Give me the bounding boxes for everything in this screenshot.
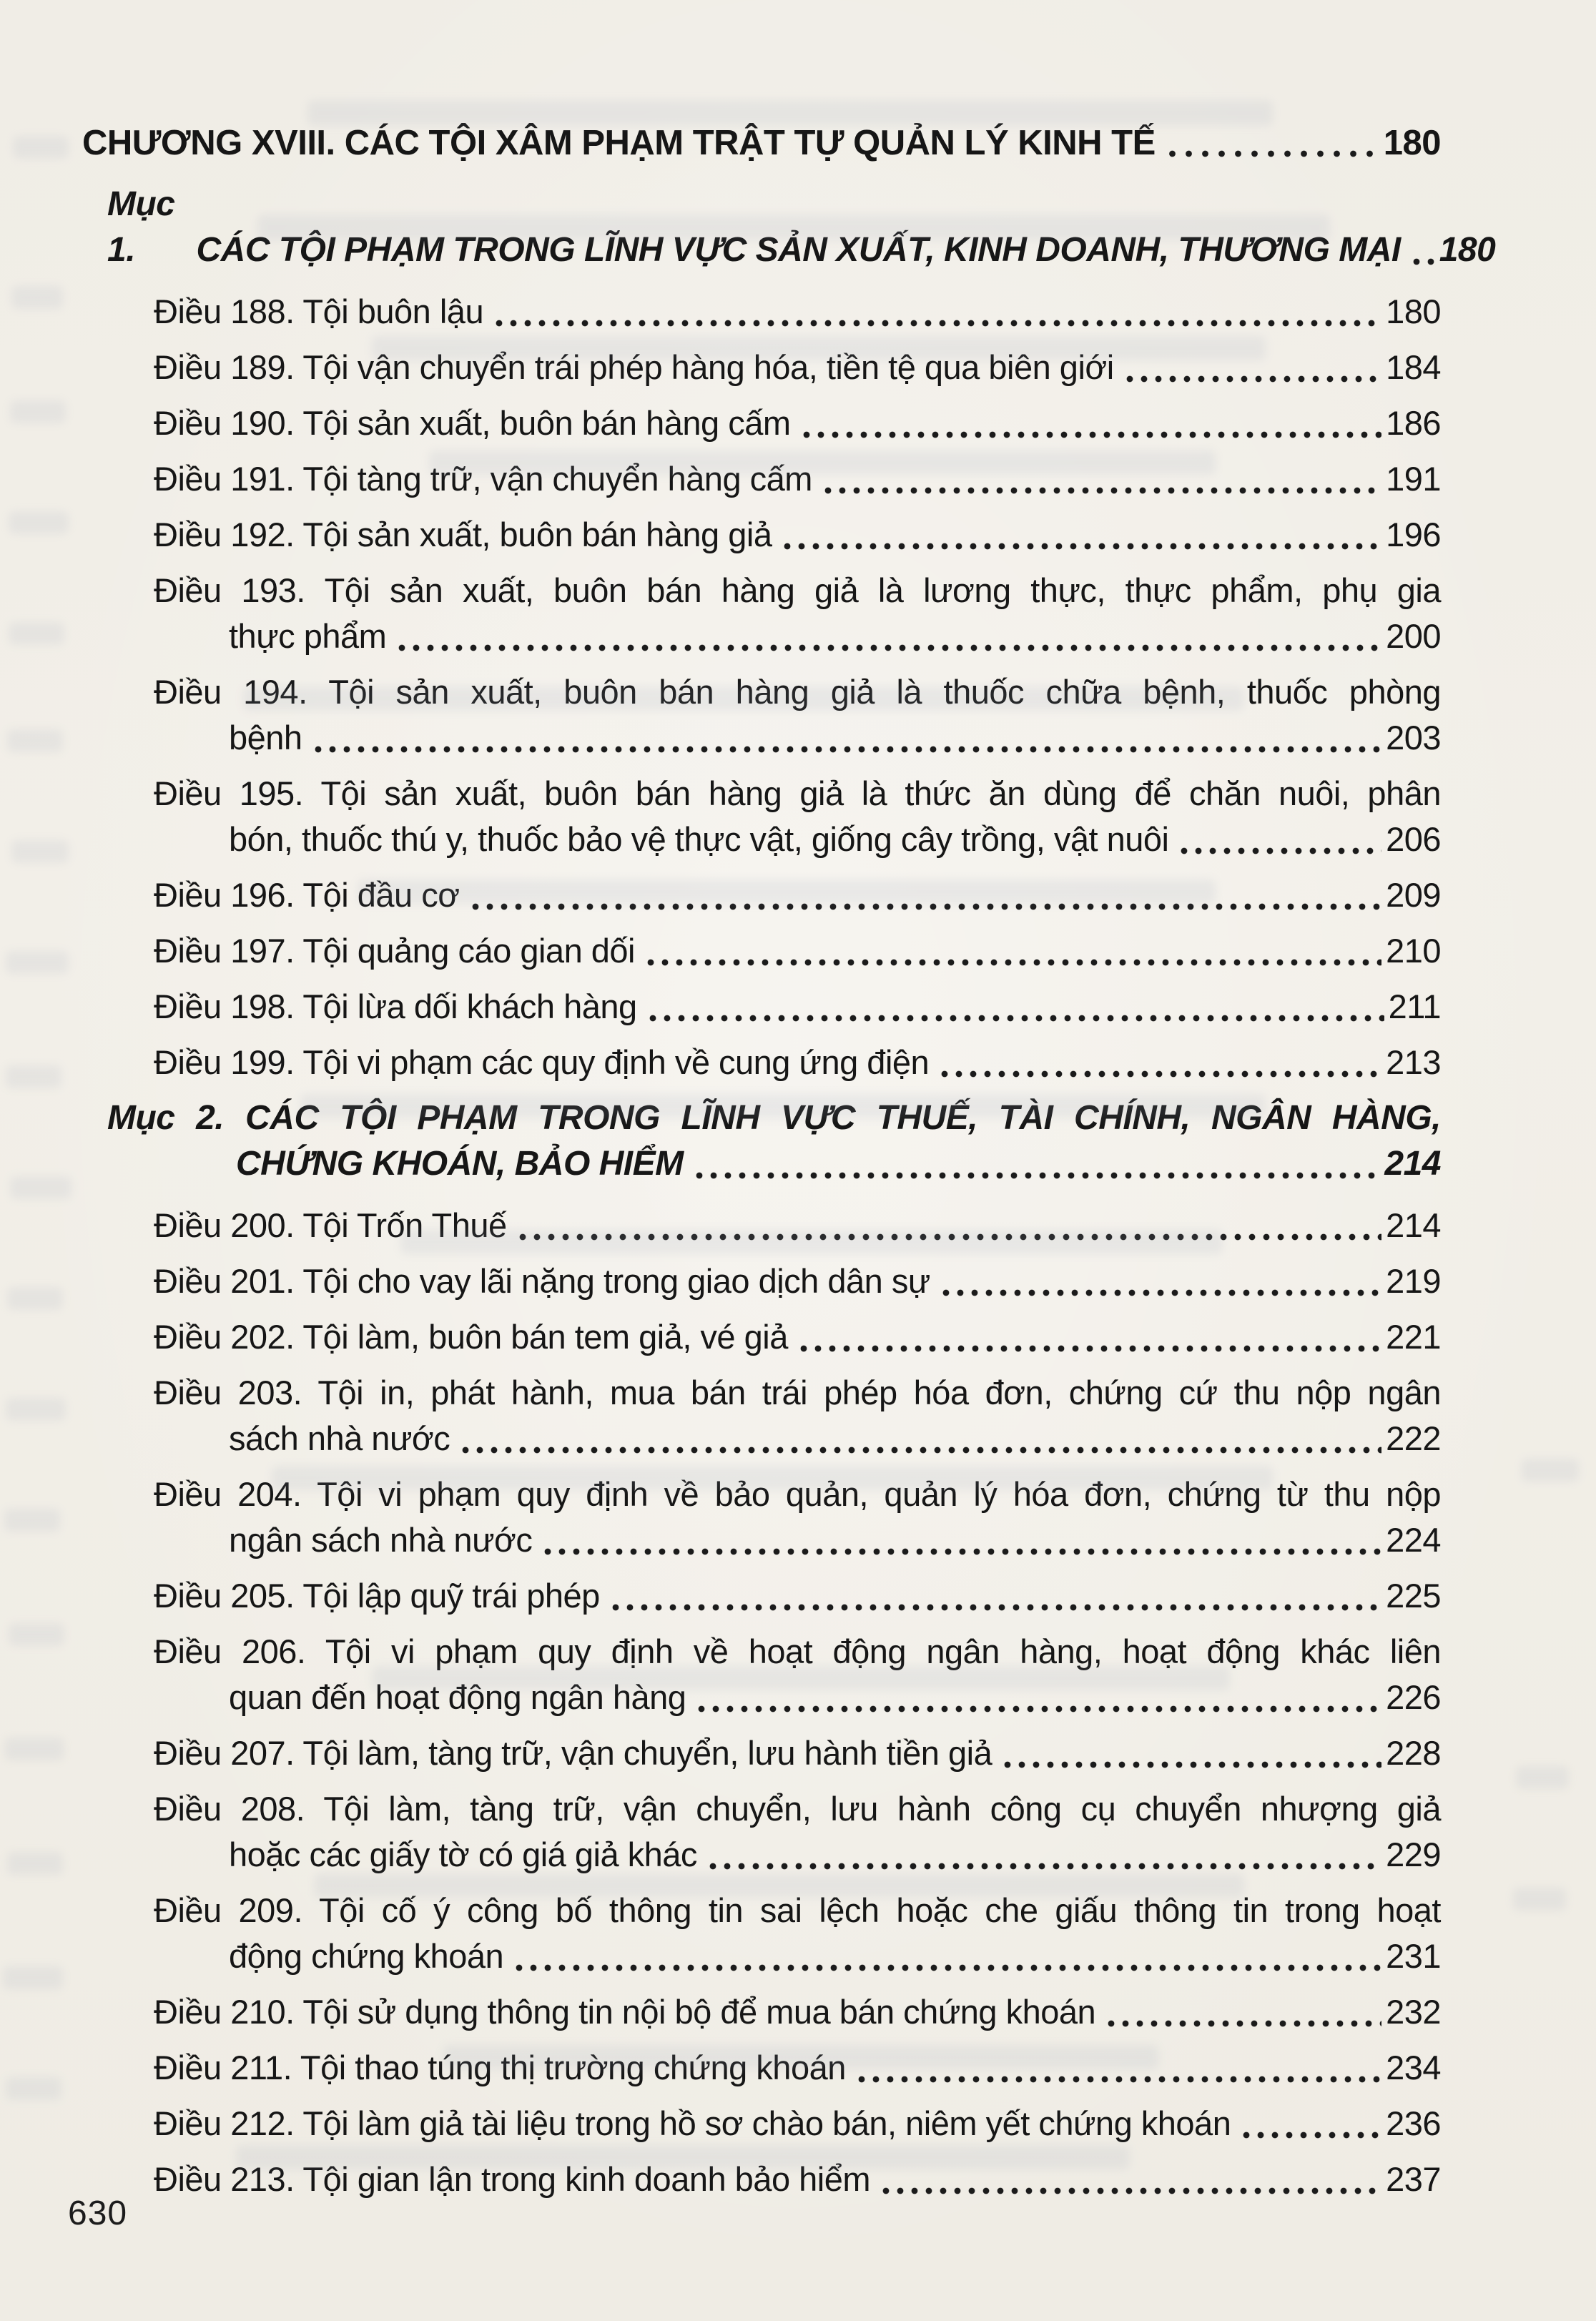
dot-leader xyxy=(939,1258,1381,1304)
toc-sections xyxy=(82,182,1496,2202)
entry-text: Điều 210. Tội sử dụng thông tin nội bộ để mua bán chứng khoán xyxy=(154,1993,1096,2031)
bleedthrough-artifact xyxy=(4,1509,60,1532)
dot-leader xyxy=(311,715,1382,761)
toc-entry xyxy=(154,1040,1441,1085)
toc-line xyxy=(154,1888,1441,1933)
dot-leader xyxy=(1177,817,1381,862)
toc-line-final xyxy=(154,1314,1441,1360)
page-number: 226 xyxy=(1386,1678,1441,1716)
toc-entry xyxy=(154,1573,1441,1619)
toc-entry xyxy=(154,2157,1441,2202)
page-number: 214 xyxy=(1386,1206,1441,1244)
entry-text: Điều 199. Tội vi phạm các quy định về cung ứng điện xyxy=(154,1043,930,1081)
toc-line xyxy=(154,1786,1441,1832)
dot-leader xyxy=(1164,120,1379,166)
toc-entry xyxy=(154,512,1441,558)
dot-leader xyxy=(799,400,1382,446)
toc-line-final xyxy=(154,1933,1441,1979)
entry-text: Điều 191. Tội tàng trữ, vận chuyển hàng cấm xyxy=(154,460,812,498)
page-number: 180 xyxy=(1386,292,1441,330)
toc-entry xyxy=(154,1989,1441,2035)
toc-entry xyxy=(154,872,1441,918)
bleedthrough-artifact xyxy=(6,951,69,974)
page-number: 206 xyxy=(1386,820,1441,858)
toc-line-final xyxy=(154,817,1441,862)
dot-leader xyxy=(468,872,1382,918)
toc-line-final xyxy=(154,613,1441,659)
bleedthrough-artifact xyxy=(11,286,63,309)
dot-leader xyxy=(1239,2101,1381,2147)
dot-leader xyxy=(879,2157,1381,2202)
entry-text: sách nhà nước xyxy=(229,1419,450,1457)
toc-line xyxy=(154,1472,1441,1517)
entry-text: Điều 195. Tội sản xuất, buôn bán hàng giả là thức ăn dùng để chăn nuôi, phân xyxy=(154,774,1441,812)
bleedthrough-artifact xyxy=(9,1623,64,1646)
toc-entry xyxy=(154,1730,1441,1776)
entry-text: Điều 213. Tội gian lận trong kinh doanh bảo hiểm xyxy=(154,2160,871,2198)
toc-entry xyxy=(154,1629,1441,1720)
chapter-title: CHƯƠNG XVIII. CÁC TỘI XÂM PHẠM TRẬT TỰ QUẢN LÝ KINH TẾ xyxy=(82,124,1156,162)
toc-entry xyxy=(154,1472,1441,1563)
dot-leader xyxy=(492,289,1381,335)
page-number: 200 xyxy=(1386,617,1441,655)
entry-text: Điều 194. Tội sản xuất, buôn bán hàng giả là thuốc chữa bệnh, thuốc phòng xyxy=(154,673,1441,711)
toc-line-final xyxy=(107,1141,1441,1187)
bleedthrough-artifact xyxy=(3,1966,63,1989)
dot-leader xyxy=(1000,1730,1381,1776)
bleedthrough-artifact xyxy=(6,1398,66,1421)
entry-text: quan đến hoạt động ngân hàng xyxy=(229,1678,686,1716)
dot-leader xyxy=(1409,227,1435,273)
bleedthrough-artifact xyxy=(4,1738,64,1760)
entry-text: Điều 198. Tội lừa dối khách hàng xyxy=(154,987,637,1025)
dot-leader xyxy=(541,1517,1381,1563)
page-number: 221 xyxy=(1386,1318,1441,1356)
toc-line-final xyxy=(154,715,1441,761)
toc-entry xyxy=(154,669,1441,761)
toc-line-final xyxy=(154,928,1441,974)
section-label: Mục 1. xyxy=(107,185,175,269)
page-number: 232 xyxy=(1386,1993,1441,2031)
entry-text: Điều 212. Tội làm giả tài liệu trong hồ sơ chào bán, niêm yết chứng khoán xyxy=(154,2104,1231,2142)
toc-entry xyxy=(154,568,1441,659)
toc-line-final xyxy=(154,2157,1441,2202)
dot-leader xyxy=(706,1832,1381,1878)
page-number: 211 xyxy=(1388,987,1441,1025)
entry-text: Điều 204. Tội vi phạm quy định về bảo quản, quản lý hóa đơn, chứng từ thu nộp xyxy=(154,1475,1441,1513)
toc-line xyxy=(154,771,1441,817)
bleedthrough-artifact xyxy=(13,136,69,159)
toc-line-final xyxy=(154,872,1441,918)
entry-text: bệnh xyxy=(229,719,302,757)
entry-text: Điều 196. Tội đầu cơ xyxy=(154,876,460,914)
page-number: 228 xyxy=(1386,1734,1441,1772)
toc-entry xyxy=(154,984,1441,1030)
bleedthrough-artifact xyxy=(1513,1888,1566,1911)
entry-text: Điều 193. Tội sản xuất, buôn bán hàng giả là lương thực, thực phẩm, phụ gia xyxy=(154,571,1441,609)
toc-line-final xyxy=(154,1040,1441,1085)
toc-line-final xyxy=(154,400,1441,446)
entry-text: bón, thuốc thú y, thuốc bảo vệ thực vật, giống cây trồng, vật nuôi xyxy=(229,820,1169,858)
entry-text: động chứng khoán xyxy=(229,1937,504,1975)
entry-text: CHỨNG KHOÁN, BẢO HIỂM xyxy=(236,1145,684,1183)
bleedthrough-artifact xyxy=(7,1852,63,1875)
entry-text: thực phẩm xyxy=(229,617,387,655)
entry-text: CÁC TỘI PHẠM TRONG LĨNH VỰC SẢN XUẤT, KINH DOANH, THƯƠNG MẠI xyxy=(196,231,1401,269)
dot-leader xyxy=(780,512,1381,558)
entry-text: Điều 208. Tội làm, tàng trữ, vận chuyển, lưu hành công cụ chuyển nhượng giả xyxy=(154,1790,1441,1828)
page-number: 237 xyxy=(1386,2160,1441,2198)
chapter-heading xyxy=(82,120,1441,166)
toc-line-final xyxy=(154,345,1441,390)
entry-text: Điều 200. Tội Trốn Thuế xyxy=(154,1206,507,1244)
page-number: 234 xyxy=(1386,2049,1441,2086)
page-number: 229 xyxy=(1386,1835,1441,1873)
page-number: 209 xyxy=(1386,876,1441,914)
toc-line-final xyxy=(154,1730,1441,1776)
toc-entry xyxy=(154,1888,1441,1979)
toc-line-final xyxy=(154,2101,1441,2147)
dot-leader xyxy=(694,1675,1381,1720)
toc-line-final xyxy=(154,456,1441,502)
toc-entry xyxy=(154,1786,1441,1878)
bleedthrough-artifact xyxy=(6,1065,61,1088)
toc-line-final xyxy=(154,289,1441,335)
page-number: 196 xyxy=(1386,516,1441,553)
bleedthrough-artifact xyxy=(1522,1459,1579,1482)
toc-entry xyxy=(154,1203,1441,1248)
page-number: 222 xyxy=(1386,1419,1441,1457)
section-label: Mục 2. xyxy=(107,1099,225,1137)
toc-line xyxy=(154,669,1441,715)
bleedthrough-artifact xyxy=(9,511,69,534)
bleedthrough-artifact xyxy=(10,1176,72,1199)
entry-text: Điều 197. Tội quảng cáo gian dối xyxy=(154,932,635,970)
toc-line-final xyxy=(154,1989,1441,2035)
entry-text: Điều 201. Tội cho vay lãi nặng trong giao dịch dân sự xyxy=(154,1262,930,1300)
entry-text: Điều 192. Tội sản xuất, buôn bán hàng giả xyxy=(154,516,772,553)
section-heading xyxy=(107,1095,1441,1187)
page-number: 213 xyxy=(1386,1043,1441,1081)
entry-text: Điều 206. Tội vi phạm quy định về hoạt động ngân hàng, hoạt động khác liên xyxy=(154,1632,1441,1670)
toc-line-final xyxy=(107,182,1496,273)
toc-line-final xyxy=(154,2045,1441,2091)
toc-line xyxy=(154,1629,1441,1675)
bleedthrough-artifact xyxy=(9,622,64,645)
bleedthrough-artifact xyxy=(11,840,69,863)
entry-text: Điều 209. Tội cố ý công bố thông tin sai lệch hoặc che giấu thông tin trong hoạt xyxy=(154,1891,1441,1929)
toc-line-final xyxy=(154,512,1441,558)
toc-entry xyxy=(154,289,1441,335)
dot-leader xyxy=(644,928,1381,974)
dot-leader xyxy=(512,1933,1381,1979)
dot-leader xyxy=(692,1141,1381,1187)
toc-entry xyxy=(154,928,1441,974)
toc-entry xyxy=(154,1258,1441,1304)
toc-content xyxy=(82,120,1496,2212)
page-number: 186 xyxy=(1386,404,1441,442)
toc-line-final xyxy=(154,1517,1441,1563)
bleedthrough-artifact xyxy=(10,400,66,423)
dot-leader xyxy=(797,1314,1381,1360)
page-number: 210 xyxy=(1386,932,1441,970)
dot-leader xyxy=(609,1573,1381,1619)
toc-line-final xyxy=(154,1675,1441,1720)
toc-line xyxy=(154,568,1441,613)
dot-leader xyxy=(458,1416,1381,1462)
dot-leader xyxy=(937,1040,1381,1085)
entry-text: CÁC TỘI PHẠM TRONG LĨNH VỰC THUẾ, TÀI CHÍNH, NGÂN HÀNG, xyxy=(245,1099,1442,1137)
toc-line-final xyxy=(154,984,1441,1030)
page-number: 225 xyxy=(1386,1577,1441,1615)
toc-entry xyxy=(154,2045,1441,2091)
page-number: 219 xyxy=(1386,1262,1441,1300)
entry-text: ngân sách nhà nước xyxy=(229,1521,533,1559)
page-number: 224 xyxy=(1386,1521,1441,1559)
toc-entry xyxy=(154,400,1441,446)
entry-text: Điều 211. Tội thao túng thị trường chứng khoán xyxy=(154,2049,846,2086)
entry-text: Điều 190. Tội sản xuất, buôn bán hàng cấm xyxy=(154,404,791,442)
dot-leader xyxy=(1104,1989,1381,2035)
toc-entry xyxy=(154,456,1441,502)
section-heading xyxy=(107,182,1496,273)
bleedthrough-artifact xyxy=(7,729,63,752)
bleedthrough-artifact xyxy=(6,2077,61,2100)
toc-line-final xyxy=(154,1416,1441,1462)
dot-leader xyxy=(1123,345,1381,390)
page-number: 184 xyxy=(1386,348,1441,386)
page-number: 214 xyxy=(1384,1145,1441,1183)
entry-text: hoặc các giấy tờ có giá giả khác xyxy=(229,1835,697,1873)
page-number: 231 xyxy=(1386,1937,1441,1975)
dot-leader xyxy=(854,2045,1381,2091)
toc-line xyxy=(107,1095,1441,1141)
page-number: 180 xyxy=(1439,231,1496,269)
dot-leader xyxy=(646,984,1384,1030)
toc-entry xyxy=(154,2101,1441,2147)
dot-leader xyxy=(516,1203,1381,1248)
bleedthrough-artifact xyxy=(1516,1766,1569,1789)
page-number: 191 xyxy=(1386,460,1441,498)
entry-text: Điều 202. Tội làm, buôn bán tem giả, vé giả xyxy=(154,1318,788,1356)
bleedthrough-artifact xyxy=(7,1287,63,1310)
chapter-page-number: 180 xyxy=(1383,124,1441,162)
toc-line-final xyxy=(154,1573,1441,1619)
page-number: 203 xyxy=(1386,719,1441,757)
entry-text: Điều 205. Tội lập quỹ trái phép xyxy=(154,1577,600,1615)
entry-text: Điều 189. Tội vận chuyển trái phép hàng hóa, tiền tệ qua biên giới xyxy=(154,348,1114,386)
entry-text: Điều 203. Tội in, phát hành, mua bán trái phép hóa đơn, chứng cứ thu nộp ngân xyxy=(154,1374,1441,1411)
toc-line-final xyxy=(154,1832,1441,1878)
dot-leader xyxy=(395,613,1381,659)
toc-entry xyxy=(154,1370,1441,1462)
toc-line-final xyxy=(154,1258,1441,1304)
toc-entry xyxy=(154,345,1441,390)
toc-line xyxy=(154,1370,1441,1416)
dot-leader xyxy=(821,456,1381,502)
toc-entry xyxy=(154,1314,1441,1360)
toc-line-final xyxy=(154,1203,1441,1248)
page-number: 236 xyxy=(1386,2104,1441,2142)
folio-page-number: 630 xyxy=(68,2194,128,2232)
entry-text: Điều 207. Tội làm, tàng trữ, vận chuyển, lưu hành tiền giả xyxy=(154,1734,992,1772)
entry-text: Điều 188. Tội buôn lậu xyxy=(154,292,484,330)
toc-entry xyxy=(154,771,1441,862)
